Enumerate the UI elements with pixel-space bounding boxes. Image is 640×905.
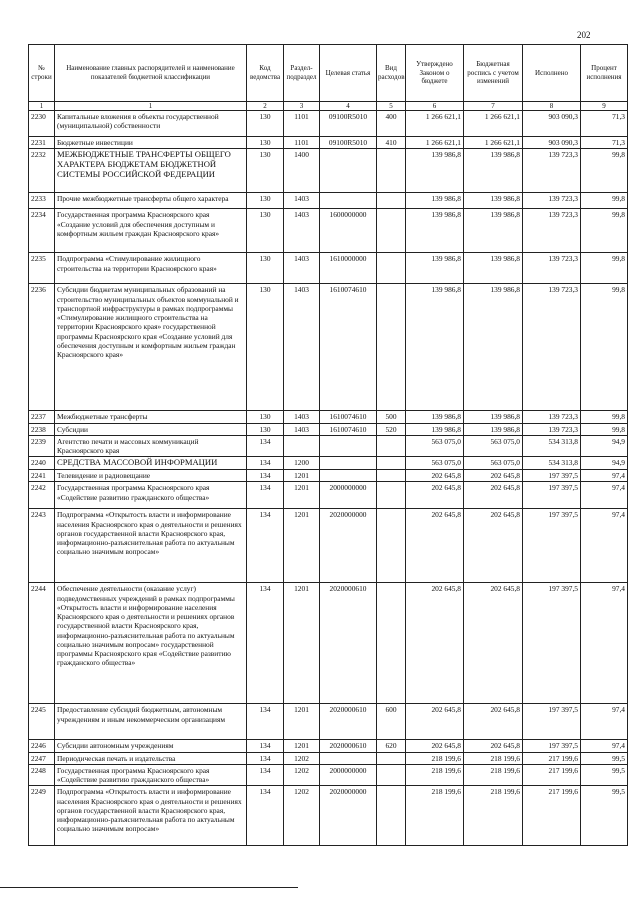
- cell-proc: 99,8: [581, 209, 628, 253]
- col-number: 1: [55, 102, 247, 111]
- table-body: [29, 111, 628, 846]
- col-number: 1: [29, 102, 55, 111]
- table-row: [29, 193, 628, 209]
- cell-ved: 134: [247, 509, 284, 583]
- cell-cel: 1610074610: [320, 423, 377, 435]
- cell-razdel: 1403: [284, 423, 320, 435]
- cell-n: 2238: [29, 423, 55, 435]
- cell-name: Субсидии бюджетам муниципальных образований на строительство муниципальных объектов коммунальной и транспортной инфраструктуры в рамках подпрограммы «Стимулирование жилищного строительства на территории Красноярского края» государственной программы Красноярского края «Создание условий для обеспечения доступным и комфортным жильем граждан Красноярского края»: [55, 284, 247, 411]
- cell-vid: 410: [377, 137, 406, 149]
- cell-isp: 217 199,6: [523, 764, 581, 786]
- cell-vid: 600: [377, 704, 406, 740]
- cell-cel: 09100R5010: [320, 111, 377, 137]
- table-row: [29, 740, 628, 752]
- table-row: [29, 482, 628, 509]
- page-number: 202: [577, 30, 591, 40]
- cell-isp: 197 397,5: [523, 583, 581, 704]
- cell-name: Государственная программа Красноярского края «Содействие развитию гражданского общества»: [55, 764, 247, 786]
- table-row: [29, 209, 628, 253]
- cell-utv: 218 199,6: [406, 786, 464, 846]
- cell-isp: 139 723,3: [523, 253, 581, 284]
- cell-proc: 71,3: [581, 111, 628, 137]
- cell-isp: 197 397,5: [523, 509, 581, 583]
- cell-razdel: 1201: [284, 509, 320, 583]
- cell-name: Подпрограмма «Открытость власти и информирование населения Красноярского края о деятельности и решениях органов государственной власти Красноярского края, информационно-разъяснительная работа по актуальным социально значимым вопросам»: [55, 509, 247, 583]
- cell-name: Обеспечение деятельности (оказание услуг) подведомственных учреждений в рамках подпрограммы «Открытость власти и информирование населения Красноярского края о деятельности и решениях органов государственной власти Красноярского края, информационно-разъяснительная работа по актуальным социально значимым вопросам» государственной программы Красноярского края «Содействие развитию гражданского общества»: [55, 583, 247, 704]
- cell-rosp: 218 199,6: [464, 764, 523, 786]
- cell-ved: 130: [247, 193, 284, 209]
- cell-vid: [377, 253, 406, 284]
- header-razdel: Раздел-подраздел: [284, 45, 320, 102]
- cell-ved: 134: [247, 583, 284, 704]
- cell-rosp: 563 075,0: [464, 435, 523, 457]
- cell-razdel: 1201: [284, 583, 320, 704]
- cell-utv: 202 645,8: [406, 740, 464, 752]
- cell-rosp: 202 645,8: [464, 704, 523, 740]
- cell-isp: 534 313,8: [523, 457, 581, 470]
- cell-name: Субсидии автономным учреждениям: [55, 740, 247, 752]
- cell-rosp: 139 986,8: [464, 423, 523, 435]
- table-row: [29, 137, 628, 149]
- table-row: [29, 284, 628, 411]
- col-number: 8: [523, 102, 581, 111]
- cell-rosp: 1 266 621,1: [464, 137, 523, 149]
- cell-vid: [377, 149, 406, 193]
- cell-utv: 139 986,8: [406, 193, 464, 209]
- cell-n: 2246: [29, 740, 55, 752]
- cell-n: 2243: [29, 509, 55, 583]
- cell-vid: [377, 482, 406, 509]
- table-row: [29, 253, 628, 284]
- cell-proc: 97,4: [581, 704, 628, 740]
- cell-utv: 139 986,8: [406, 423, 464, 435]
- cell-isp: 139 723,3: [523, 149, 581, 193]
- cell-n: 2231: [29, 137, 55, 149]
- header-row: [29, 45, 628, 102]
- footer-divider: [0, 887, 298, 888]
- cell-vid: [377, 786, 406, 846]
- cell-vid: 620: [377, 740, 406, 752]
- cell-n: 2237: [29, 411, 55, 423]
- table-row: [29, 764, 628, 786]
- cell-utv: 218 199,6: [406, 752, 464, 764]
- header-ved: Код ведомства: [247, 45, 284, 102]
- cell-n: 2235: [29, 253, 55, 284]
- cell-isp: 534 313,8: [523, 435, 581, 457]
- cell-ved: 134: [247, 457, 284, 470]
- cell-proc: 99,5: [581, 786, 628, 846]
- cell-proc: 94,9: [581, 457, 628, 470]
- cell-cel: 2020000610: [320, 704, 377, 740]
- cell-n: 2240: [29, 457, 55, 470]
- cell-isp: 197 397,5: [523, 482, 581, 509]
- cell-cel: 09100R5010: [320, 137, 377, 149]
- table-row: [29, 786, 628, 846]
- cell-razdel: [284, 435, 320, 457]
- cell-isp: 197 397,5: [523, 704, 581, 740]
- table-row: [29, 423, 628, 435]
- cell-razdel: 1101: [284, 111, 320, 137]
- column-number-row: [29, 102, 628, 111]
- cell-isp: 139 723,3: [523, 423, 581, 435]
- cell-isp: 139 723,3: [523, 193, 581, 209]
- cell-razdel: 1101: [284, 137, 320, 149]
- cell-rosp: 139 986,8: [464, 149, 523, 193]
- cell-razdel: 1202: [284, 764, 320, 786]
- cell-n: 2230: [29, 111, 55, 137]
- header-isp: Исполнено: [523, 45, 581, 102]
- cell-razdel: 1403: [284, 253, 320, 284]
- cell-ved: 134: [247, 435, 284, 457]
- cell-isp: 217 199,6: [523, 752, 581, 764]
- cell-cel: [320, 149, 377, 193]
- cell-utv: 202 645,8: [406, 482, 464, 509]
- header-cel: Целевая статья: [320, 45, 377, 102]
- cell-razdel: 1201: [284, 704, 320, 740]
- cell-proc: 99,8: [581, 423, 628, 435]
- cell-utv: 202 645,8: [406, 704, 464, 740]
- table-row: [29, 583, 628, 704]
- cell-rosp: 202 645,8: [464, 509, 523, 583]
- cell-isp: 197 397,5: [523, 740, 581, 752]
- cell-cel: 2000000000: [320, 764, 377, 786]
- cell-isp: 139 723,3: [523, 411, 581, 423]
- cell-vid: [377, 435, 406, 457]
- cell-cel: 1610074610: [320, 284, 377, 411]
- cell-rosp: 139 986,8: [464, 284, 523, 411]
- table-row: [29, 411, 628, 423]
- cell-cel: 1600000000: [320, 209, 377, 253]
- cell-ved: 130: [247, 209, 284, 253]
- header-vid: Вид расходов: [377, 45, 406, 102]
- cell-name: Периодическая печать и издательства: [55, 752, 247, 764]
- cell-isp: 139 723,3: [523, 284, 581, 411]
- cell-razdel: 1201: [284, 482, 320, 509]
- col-number: 3: [284, 102, 320, 111]
- cell-cel: 1610074610: [320, 411, 377, 423]
- cell-ved: 130: [247, 284, 284, 411]
- cell-vid: [377, 752, 406, 764]
- table-row: [29, 111, 628, 137]
- cell-razdel: 1202: [284, 752, 320, 764]
- cell-rosp: 218 199,6: [464, 752, 523, 764]
- cell-vid: [377, 209, 406, 253]
- cell-razdel: 1200: [284, 457, 320, 470]
- table-row: [29, 457, 628, 470]
- cell-utv: 202 645,8: [406, 583, 464, 704]
- cell-vid: 500: [377, 411, 406, 423]
- cell-rosp: 1 266 621,1: [464, 111, 523, 137]
- cell-proc: 99,5: [581, 752, 628, 764]
- cell-ved: 134: [247, 752, 284, 764]
- cell-rosp: 218 199,6: [464, 786, 523, 846]
- cell-n: 2249: [29, 786, 55, 846]
- cell-isp: 139 723,3: [523, 209, 581, 253]
- cell-utv: 139 986,8: [406, 149, 464, 193]
- cell-vid: [377, 583, 406, 704]
- cell-razdel: 1201: [284, 470, 320, 482]
- cell-n: 2248: [29, 764, 55, 786]
- cell-vid: [377, 509, 406, 583]
- cell-proc: 99,8: [581, 149, 628, 193]
- cell-name: Государственная программа Красноярского края «Создание условий для обеспечения доступным и комфортным жильем граждан Красноярского края»: [55, 209, 247, 253]
- cell-rosp: 139 986,8: [464, 411, 523, 423]
- cell-vid: [377, 764, 406, 786]
- table-row: [29, 149, 628, 193]
- cell-rosp: 202 645,8: [464, 583, 523, 704]
- cell-ved: 130: [247, 111, 284, 137]
- cell-n: 2233: [29, 193, 55, 209]
- cell-proc: 97,4: [581, 470, 628, 482]
- cell-razdel: 1403: [284, 209, 320, 253]
- cell-n: 2234: [29, 209, 55, 253]
- cell-ved: 130: [247, 253, 284, 284]
- cell-name: Прочие межбюджетные трансферты общего характера: [55, 193, 247, 209]
- table-row: [29, 470, 628, 482]
- cell-name: Межбюджетные трансферты: [55, 411, 247, 423]
- cell-utv: 202 645,8: [406, 509, 464, 583]
- cell-razdel: 1400: [284, 149, 320, 193]
- col-number: 5: [377, 102, 406, 111]
- col-number: 7: [464, 102, 523, 111]
- cell-n: 2232: [29, 149, 55, 193]
- cell-ved: 130: [247, 411, 284, 423]
- budget-table: [28, 44, 628, 846]
- cell-proc: 99,5: [581, 764, 628, 786]
- col-number: 2: [247, 102, 284, 111]
- table-row: [29, 752, 628, 764]
- col-number: 9: [581, 102, 628, 111]
- table-row: [29, 509, 628, 583]
- cell-utv: 202 645,8: [406, 470, 464, 482]
- cell-cel: [320, 470, 377, 482]
- cell-cel: [320, 752, 377, 764]
- cell-vid: [377, 470, 406, 482]
- cell-cel: 2020000610: [320, 583, 377, 704]
- cell-cel: [320, 435, 377, 457]
- header-num: № строки: [29, 45, 55, 102]
- cell-vid: [377, 457, 406, 470]
- cell-proc: 97,4: [581, 740, 628, 752]
- cell-proc: 99,8: [581, 253, 628, 284]
- cell-name: МЕЖБЮДЖЕТНЫЕ ТРАНСФЕРТЫ ОБЩЕГО ХАРАКТЕРА БЮДЖЕТАМ БЮДЖЕТНОЙ СИСТЕМЫ РОССИЙСКОЙ ФЕДЕРАЦИИ: [55, 149, 247, 193]
- cell-proc: 71,3: [581, 137, 628, 149]
- cell-proc: 97,4: [581, 583, 628, 704]
- cell-razdel: 1201: [284, 740, 320, 752]
- cell-isp: 197 397,5: [523, 470, 581, 482]
- cell-cel: [320, 457, 377, 470]
- cell-utv: 139 986,8: [406, 411, 464, 423]
- cell-cel: 2020000000: [320, 786, 377, 846]
- cell-vid: 400: [377, 111, 406, 137]
- cell-rosp: 139 986,8: [464, 209, 523, 253]
- cell-utv: 1 266 621,1: [406, 111, 464, 137]
- table-row: [29, 704, 628, 740]
- cell-proc: 99,8: [581, 284, 628, 411]
- cell-name: Подпрограмма «Стимулирование жилищного строительства на территории Красноярского края»: [55, 253, 247, 284]
- cell-rosp: 202 645,8: [464, 470, 523, 482]
- cell-cel: 1610000000: [320, 253, 377, 284]
- cell-name: Капитальные вложения в объекты государственной (муниципальной) собственности: [55, 111, 247, 137]
- cell-name: Телевидение и радиовещание: [55, 470, 247, 482]
- cell-ved: 134: [247, 704, 284, 740]
- cell-utv: 139 986,8: [406, 209, 464, 253]
- cell-rosp: 563 075,0: [464, 457, 523, 470]
- cell-isp: 903 090,3: [523, 137, 581, 149]
- cell-razdel: 1403: [284, 411, 320, 423]
- cell-proc: 94,9: [581, 435, 628, 457]
- cell-proc: 99,8: [581, 411, 628, 423]
- cell-utv: 1 266 621,1: [406, 137, 464, 149]
- cell-cel: 2020000610: [320, 740, 377, 752]
- cell-rosp: 202 645,8: [464, 740, 523, 752]
- header-name: Наименование главных распорядителей и наименование показателей бюджетной классификации: [55, 45, 247, 102]
- header-proc: Процент исполнения: [581, 45, 628, 102]
- cell-rosp: 202 645,8: [464, 482, 523, 509]
- cell-n: 2236: [29, 284, 55, 411]
- cell-proc: 99,8: [581, 193, 628, 209]
- cell-n: 2244: [29, 583, 55, 704]
- col-number: 4: [320, 102, 377, 111]
- cell-n: 2247: [29, 752, 55, 764]
- cell-razdel: 1202: [284, 786, 320, 846]
- cell-isp: 217 199,6: [523, 786, 581, 846]
- cell-ved: 134: [247, 470, 284, 482]
- cell-n: 2242: [29, 482, 55, 509]
- cell-rosp: 139 986,8: [464, 193, 523, 209]
- cell-name: Предоставление субсидий бюджетным, автономным учреждениям и иным некоммерческим организациям: [55, 704, 247, 740]
- cell-name: СРЕДСТВА МАССОВОЙ ИНФОРМАЦИИ: [55, 457, 247, 470]
- cell-proc: 97,4: [581, 509, 628, 583]
- col-number: 6: [406, 102, 464, 111]
- cell-utv: 139 986,8: [406, 253, 464, 284]
- cell-ved: 130: [247, 423, 284, 435]
- cell-razdel: 1403: [284, 284, 320, 411]
- cell-name: Подпрограмма «Открытость власти и информирование населения Красноярского края о деятельности и решениях органов государственной власти Красноярского края, информационно-разъяснительная работа по актуальным социально значимым вопросам»: [55, 786, 247, 846]
- cell-utv: 563 075,0: [406, 435, 464, 457]
- header-utv: Утверждено Законом о бюджете: [406, 45, 464, 102]
- table-row: [29, 435, 628, 457]
- cell-ved: 134: [247, 482, 284, 509]
- cell-ved: 134: [247, 786, 284, 846]
- cell-utv: 563 075,0: [406, 457, 464, 470]
- cell-n: 2241: [29, 470, 55, 482]
- cell-vid: [377, 193, 406, 209]
- cell-rosp: 139 986,8: [464, 253, 523, 284]
- cell-name: Агентство печати и массовых коммуникаций Красноярского края: [55, 435, 247, 457]
- cell-ved: 134: [247, 764, 284, 786]
- cell-isp: 903 090,3: [523, 111, 581, 137]
- cell-utv: 139 986,8: [406, 284, 464, 411]
- cell-n: 2239: [29, 435, 55, 457]
- cell-name: Бюджетные инвестиции: [55, 137, 247, 149]
- cell-proc: 97,4: [581, 482, 628, 509]
- cell-ved: 134: [247, 740, 284, 752]
- cell-ved: 130: [247, 137, 284, 149]
- cell-cel: [320, 193, 377, 209]
- cell-utv: 218 199,6: [406, 764, 464, 786]
- header-rosp: Бюджетная роспись с учетом изменений: [464, 45, 523, 102]
- cell-name: Субсидии: [55, 423, 247, 435]
- cell-name: Государственная программа Красноярского края «Содействие развитию гражданского общества»: [55, 482, 247, 509]
- cell-razdel: 1403: [284, 193, 320, 209]
- cell-cel: 2000000000: [320, 482, 377, 509]
- cell-vid: [377, 284, 406, 411]
- cell-n: 2245: [29, 704, 55, 740]
- cell-cel: 2020000000: [320, 509, 377, 583]
- cell-vid: 520: [377, 423, 406, 435]
- cell-ved: 130: [247, 149, 284, 193]
